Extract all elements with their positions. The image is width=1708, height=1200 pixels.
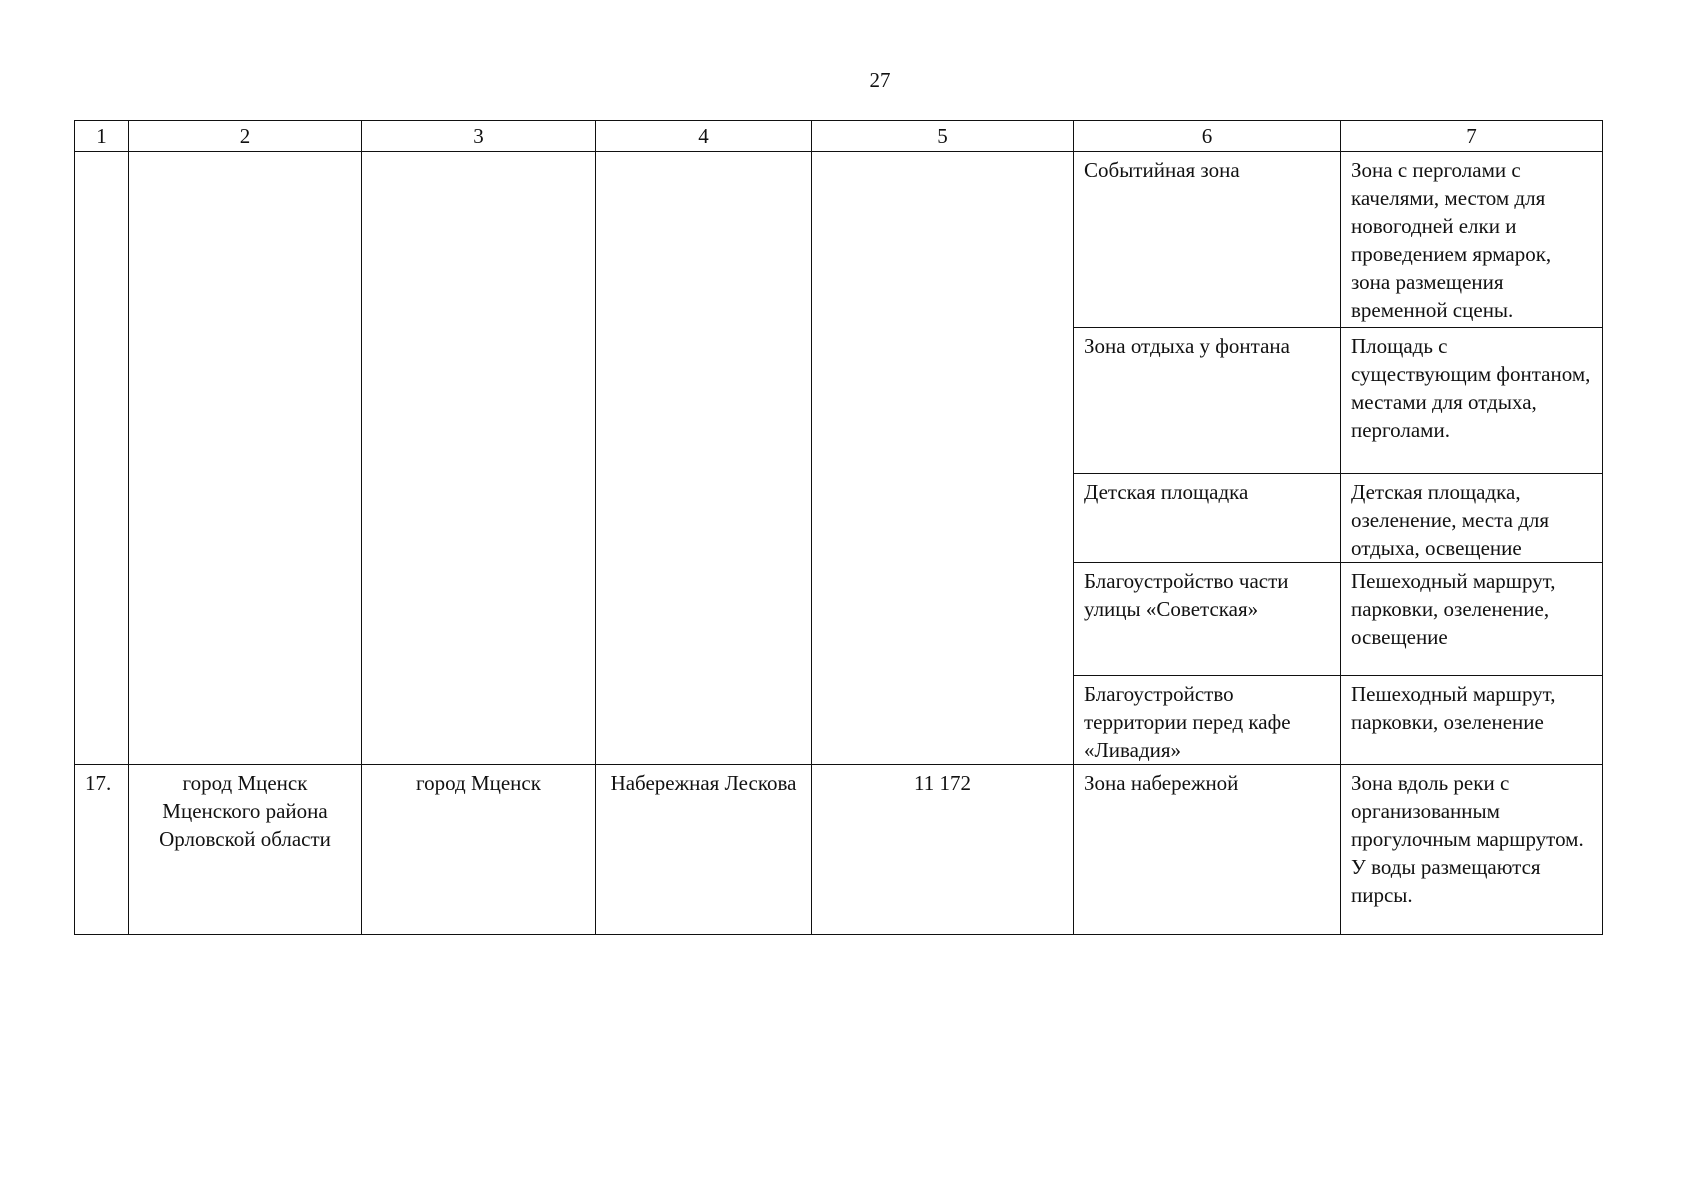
object-cell: Набережная Лескова bbox=[596, 765, 812, 935]
zone-name-cell: Детская площадка bbox=[1074, 474, 1341, 563]
zone-description-cell: Детская площадка, озеленение, места для отдыха, освещение bbox=[1341, 474, 1603, 563]
zone-name-cell: Благоустройство части улицы «Советская» bbox=[1074, 563, 1341, 676]
header-cell-5: 5 bbox=[812, 121, 1074, 152]
zone-name-cell: Зона набережной bbox=[1074, 765, 1341, 935]
settlement-cell: город Мценск bbox=[362, 765, 596, 935]
header-row bbox=[75, 121, 1603, 152]
continued-settlement-cell bbox=[362, 152, 596, 765]
zone-description-cell: Зона вдоль реки с организованным прогулочным маршрутом. У воды размещаются пирсы. bbox=[1341, 765, 1603, 935]
page-number: 27 bbox=[869, 68, 891, 92]
area-cell: 11 172 bbox=[812, 765, 1074, 935]
header-cell-4: 4 bbox=[596, 121, 812, 152]
table-row bbox=[75, 152, 1603, 328]
header-cell-1: 1 bbox=[75, 121, 129, 152]
continued-area-cell bbox=[812, 152, 1074, 765]
header-cell-2: 2 bbox=[129, 121, 362, 152]
header-cell-3: 3 bbox=[362, 121, 596, 152]
continued-municipality-cell bbox=[129, 152, 362, 765]
zone-name-cell: Благоустройство территории перед кафе «Ливадия» bbox=[1074, 676, 1341, 765]
zones-table bbox=[74, 120, 1603, 935]
municipality-cell: город Мценск Мценского района Орловской области bbox=[129, 765, 362, 935]
zone-description-cell: Пешеходный маршрут, парковки, озеленение bbox=[1341, 676, 1603, 765]
header-cell-7: 7 bbox=[1341, 121, 1603, 152]
table-row-17 bbox=[75, 765, 1603, 935]
zone-name-cell: Зона отдыха у фонтана bbox=[1074, 328, 1341, 474]
row-number-cell: 17. bbox=[75, 765, 129, 935]
zone-name-cell: Событийная зона bbox=[1074, 152, 1341, 328]
header-cell-6: 6 bbox=[1074, 121, 1341, 152]
zone-description-cell: Пешеходный маршрут, парковки, озеленение, освещение bbox=[1341, 563, 1603, 676]
zone-description-cell: Зона с перголами с качелями, местом для новогодней елки и проведением ярмарок, зона размещения временной сцены. bbox=[1341, 152, 1603, 328]
continued-number-cell bbox=[75, 152, 129, 765]
continued-object-cell bbox=[596, 152, 812, 765]
zone-description-cell: Площадь с существующим фонтаном, местами для отдыха, перголами. bbox=[1341, 328, 1603, 474]
